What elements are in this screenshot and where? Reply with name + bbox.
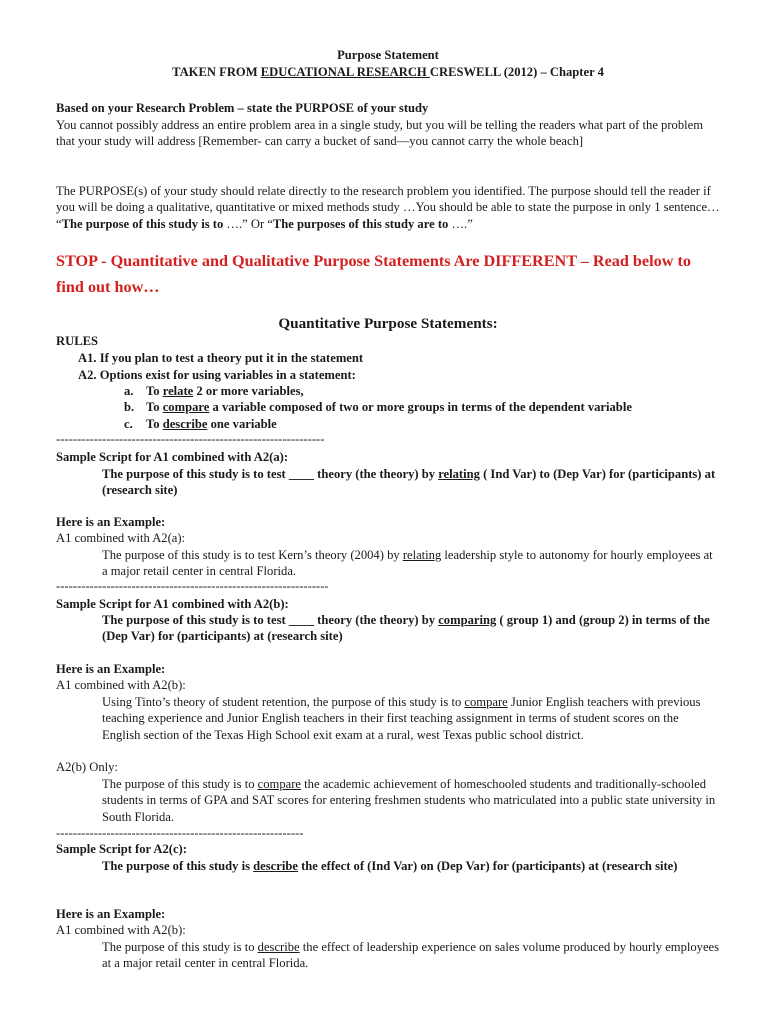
- example-c-sub: A1 combined with A2(b):: [56, 923, 186, 937]
- example-b-sub: A1 combined with A2(b):: [56, 678, 186, 692]
- script-c-text: The purpose of this study is describe the effect of (Ind Var) on (Dep Var) for (participants) at (research site): [102, 859, 678, 873]
- example-c-keyword: describe: [257, 940, 300, 954]
- purpose-body: The PURPOSE(s) of your study should relate directly to the research problem you identified. The purpose should tell the reader if you will be doing a qualitative, quantitative or mixed methods study …You should be able to state the purpose in only 1 sentence… “: [56, 184, 720, 231]
- script-c-label: Sample Script for A2(c):: [56, 842, 187, 856]
- rule-a1: A1. If you plan to test a theory put it in the statement: [78, 351, 364, 365]
- subtitle-suffix: CRESWELL (2012) – Chapter 4: [429, 65, 604, 79]
- doc-subtitle: [56, 64, 720, 80]
- separator: -----------------------------------------------------------------: [56, 579, 329, 593]
- script-a-label: Sample Script for A1 combined with A2(a):: [56, 450, 289, 464]
- separator: -----------------------------------------------------------: [56, 826, 304, 840]
- option-marker: a.: [124, 384, 134, 398]
- option-marker: c.: [124, 416, 133, 431]
- separator: ----------------------------------------------------------------: [56, 432, 325, 446]
- option-relate: a. To relate 2 or more variables,: [124, 384, 304, 398]
- subtitle-prefix: TAKEN FROM: [172, 65, 261, 79]
- purpose-paragraph: [56, 183, 720, 232]
- purpose-quote-2-end: ….”: [448, 216, 473, 231]
- script-b-text: The purpose of this study is to test ____ theory (the theory) by comparing ( group 1) and (group 2) in terms of the (Dep Var) for (participants) at (research site): [102, 613, 710, 644]
- option-keyword: compare: [162, 400, 210, 415]
- example-a-sub: A1 combined with A2(a):: [56, 531, 186, 545]
- script-b-label: Sample Script for A1 combined with A2(b):: [56, 597, 289, 611]
- example-a-keyword: relating: [402, 548, 442, 562]
- rules-label: RULES: [56, 334, 98, 348]
- example-c-text: The purpose of this study is to describe the effect of leadership experience on sales volume produced by hourly employees at a major retail center in central Florida.: [102, 940, 720, 971]
- option-describe: c. To describe one variable: [124, 416, 277, 431]
- option-marker: b.: [124, 400, 135, 415]
- script-c-keyword: describe: [253, 859, 298, 873]
- purpose-quote-1: The purpose of this study is to: [61, 216, 224, 231]
- example-a-text: The purpose of this study is to test Kern’s theory (2004) by relating leadership style to autonomy for hourly employees at a major retail center in central Florida.: [102, 548, 713, 579]
- example-b-label: Here is an Example:: [56, 662, 166, 676]
- example-b-only-keyword: compare: [257, 777, 302, 791]
- option-keyword: relate: [162, 384, 194, 398]
- purpose-quote-1-end: ….” Or “: [223, 216, 273, 231]
- example-c-label: Here is an Example:: [56, 907, 166, 921]
- example-b-only-sub: A2(b) Only:: [56, 760, 118, 774]
- purpose-quote-2: The purposes of this study are to: [272, 216, 449, 231]
- option-keyword: describe: [162, 416, 208, 431]
- intro-body: You cannot possibly address an entire problem area in a single study, but you will be telling the readers what part of the problem that your study will address [Remember- can carry a bucket of sand—you cannot carry the whole beach]: [56, 118, 704, 149]
- rule-a2: A2. Options exist for using variables in a statement:: [78, 368, 356, 382]
- option-compare: b. To compare a variable composed of two or more groups in terms of the dependent variable: [124, 400, 632, 415]
- script-a-text: The purpose of this study is to test ____ theory (the theory) by relating ( Ind Var) to (Dep Var) for (participants) at (research site): [102, 467, 716, 498]
- script-b-keyword: comparing: [438, 613, 497, 627]
- example-b-keyword: compare: [464, 695, 508, 709]
- subtitle-book: EDUCATIONAL RESEARCH: [260, 65, 430, 79]
- variable-options-list: [56, 383, 720, 432]
- stop-warning: STOP - Quantitative and Qualitative Purpose Statements Are DIFFERENT – Read below to find out how…: [56, 252, 691, 296]
- intro-heading: Based on your Research Problem – state the PURPOSE of your study: [56, 101, 429, 115]
- example-b-text: Using Tinto’s theory of student retention, the purpose of this study is to compare Junior English teachers with previous teaching experience and Junior English teachers in their first teaching assignment in terms of student scores on the English section of the Texas High School exit exam at a rural, west Texas public school district.: [102, 695, 701, 742]
- script-a-keyword: relating: [438, 467, 480, 481]
- example-b-only-text: The purpose of this study is to compare the academic achievement of homeschooled students and traditionally-schooled students in terms of GPA and SAT scores for entering freshmen students who matriculated into a public state university in South Florida.: [102, 777, 716, 824]
- quant-heading: Quantitative Purpose Statements:: [278, 315, 498, 332]
- example-a-label: Here is an Example:: [56, 515, 166, 529]
- doc-title: Purpose Statement: [337, 48, 439, 62]
